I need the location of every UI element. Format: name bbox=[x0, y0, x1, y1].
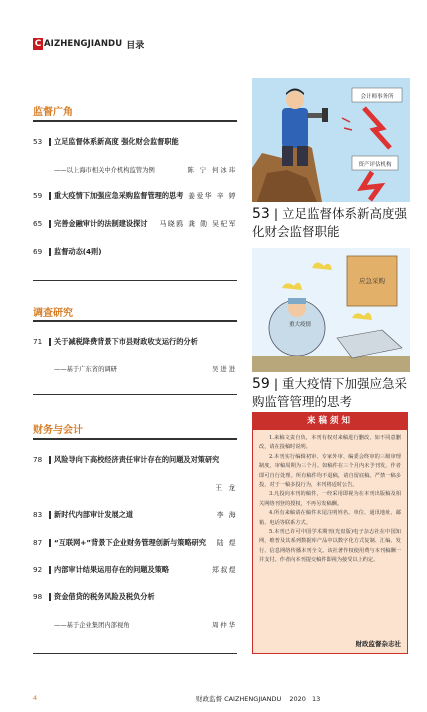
toc-author: 王 龙 bbox=[215, 484, 237, 492]
feature-caption-59[interactable]: 59 | 重大疫情下加强应急采购监管管理的思考 bbox=[252, 376, 408, 409]
toc-author: 郑叔煜 bbox=[212, 566, 237, 574]
feature-illustration-59 bbox=[252, 248, 410, 372]
illustration-label: 会计师事务所 bbox=[360, 94, 394, 100]
toc-page: 59 bbox=[33, 191, 43, 200]
notice-paragraph: 5.本刊已许可中国学术期刊(光盘版)电子杂志社在中国知网，维普及其系列数据库产品中以数字化方式复制、汇编、发行、信息网络传播本刊全文。该社著作权使用费与本刊稿酬一并支付。作者向本刊提交稿件即视为接受以上约定。 bbox=[259, 529, 401, 564]
toc-title: 完善金融审计的法制建设探讨 bbox=[54, 219, 148, 228]
footer-year: 2020 bbox=[289, 695, 306, 703]
toc-entry-98[interactable] bbox=[33, 592, 237, 602]
toc-bar bbox=[49, 192, 51, 200]
toc-entry-65[interactable] bbox=[33, 218, 237, 229]
toc-entry-69[interactable] bbox=[33, 247, 237, 257]
toc-subtitle: ——基于企业集团内部视角 bbox=[54, 622, 130, 629]
toc-entry-92[interactable] bbox=[33, 564, 237, 575]
toc-entry-53[interactable] bbox=[33, 137, 237, 147]
feature-title: 重大疫情下加强应急采购监管管理的思考 bbox=[252, 376, 408, 409]
toc-author: 吴进进 bbox=[212, 366, 237, 373]
section-divider bbox=[33, 653, 237, 654]
page-number: 4 bbox=[33, 694, 38, 702]
toc-page: 98 bbox=[33, 592, 43, 601]
toc-author: 李 海 bbox=[216, 511, 237, 519]
toc-entry-83[interactable] bbox=[33, 509, 237, 520]
toc-title: 新时代内部审计发展之道 bbox=[54, 510, 134, 519]
section-divider bbox=[33, 320, 237, 322]
notice-body bbox=[253, 430, 407, 566]
illustration-label: 应急采购 bbox=[359, 277, 385, 285]
illustration-label: 重大疫情 bbox=[288, 322, 312, 328]
toc-subtitle-row bbox=[54, 620, 237, 629]
toc-bar bbox=[49, 593, 51, 601]
toc-entry-71[interactable] bbox=[33, 337, 237, 347]
toc-bar bbox=[49, 338, 51, 346]
toc-author: 马晓鸥 龚 勋 吴杞军 bbox=[159, 220, 237, 228]
toc-author: 陈 宁 何冰玮 bbox=[187, 167, 237, 174]
toc-entry-59[interactable] bbox=[33, 190, 237, 201]
toc-title: “互联网+”背景下企业财务管理创新与策略研究 bbox=[54, 538, 207, 547]
section-title-accounting: 财务与会计 bbox=[33, 425, 83, 436]
toc-page: 87 bbox=[33, 538, 43, 547]
toc-entry-78[interactable] bbox=[33, 455, 237, 465]
notice-paragraph: 1.来稿文责自负，本刊有权对来稿进行删改，如不同意删改，请在投稿时说明。 bbox=[259, 435, 401, 451]
toc-entry-87[interactable] bbox=[33, 537, 237, 548]
section-divider bbox=[33, 120, 237, 122]
feature-caption-53[interactable]: 53 | 立足监督体系新高度强化财会监督职能 bbox=[252, 206, 408, 239]
toc-subtitle: ——以上海市相关中介机构监管为例 bbox=[54, 167, 155, 174]
illustration-label: 资产评估机构 bbox=[358, 162, 392, 168]
toc-title: 重大疫情下加强应急采购监督管理的思考 bbox=[54, 191, 184, 200]
toc-bar bbox=[49, 248, 51, 256]
toc-page: 69 bbox=[33, 247, 43, 256]
toc-page: 83 bbox=[33, 510, 43, 519]
notice-paragraph: 3.凡投向本刊的稿件，一经采用即视为在本刊出版稿及相关网络刊登的授权，不再另发稿酬。 bbox=[259, 491, 401, 507]
journal-header bbox=[33, 37, 144, 51]
toc-bar bbox=[49, 511, 51, 519]
toc-title: 关于减税降费背景下市县财政收支运行的分析 bbox=[54, 337, 198, 346]
toc-page: 53 bbox=[33, 137, 43, 146]
footer-issue: 13 bbox=[311, 695, 321, 703]
toc-title: 内部审计结果运用存在的问题及策略 bbox=[54, 565, 170, 574]
notice-paragraph: 4.所有来稿请在稿件末尾注明姓名、单位、通讯地址、邮箱、电话等联系方式。 bbox=[259, 510, 401, 526]
toc-bar bbox=[49, 456, 51, 464]
section-divider bbox=[33, 280, 237, 281]
toc-title: 立足监督体系新高度 强化财会监督职能 bbox=[54, 137, 179, 146]
feature-title: 立足监督体系新高度强化财会监督职能 bbox=[252, 206, 408, 239]
toc-title: 监督动态(4则) bbox=[54, 247, 102, 256]
toc-page: 65 bbox=[33, 219, 43, 228]
toc-title: 资金借贷的税务风险及税负分析 bbox=[54, 592, 155, 601]
footer-pub-name: 财政监督 CAIZHENGJIANDU bbox=[196, 695, 282, 703]
feature-illustration-53 bbox=[252, 78, 410, 202]
footer-publication bbox=[196, 694, 320, 703]
toc-author: 周仲华 bbox=[212, 622, 237, 629]
feature-page: 59 bbox=[252, 376, 270, 392]
toc-bar bbox=[49, 566, 51, 574]
toc-page: 71 bbox=[33, 337, 43, 346]
journal-logo: C bbox=[34, 39, 42, 49]
toc-bar bbox=[49, 220, 51, 228]
submission-notice bbox=[252, 412, 408, 654]
section-divider bbox=[33, 438, 237, 440]
notice-signature: 财政监督杂志社 bbox=[355, 640, 401, 648]
toc-author: 陆 煜 bbox=[216, 539, 237, 547]
toc-subtitle: ——基于广东省的调研 bbox=[54, 366, 117, 373]
notice-paragraph: 2.本刊实行编辑初审、专家外审、编委会终审的三级审理制度，审稿周期为三个月。如稿件在三个月内未予刊发，作者即可自行处理。所有稿件均不退稿，请自留底稿。严禁一稿多投，对于一稿多投行为，本刊将适时公告。 bbox=[259, 453, 401, 489]
toc-page: 78 bbox=[33, 455, 43, 464]
section-label: 目录 bbox=[126, 40, 145, 51]
journal-name: AIZHENGJIANDU bbox=[44, 39, 123, 49]
notice-title: 来稿须知 bbox=[253, 413, 407, 430]
toc-bar bbox=[49, 138, 51, 146]
feature-page: 53 bbox=[252, 206, 270, 222]
section-divider bbox=[33, 394, 237, 395]
toc-subtitle-row bbox=[54, 364, 237, 373]
section-title-supervision: 监督广角 bbox=[33, 107, 73, 118]
section-title-research: 调查研究 bbox=[33, 308, 73, 319]
toc-title: 风险导向下高校经济责任审计存在的问题及对策研究 bbox=[54, 455, 220, 464]
toc-page: 92 bbox=[33, 565, 43, 574]
toc-author: 姜爱华 辛 婷 bbox=[188, 192, 237, 200]
toc-subtitle-row bbox=[54, 165, 237, 174]
toc-bar bbox=[49, 539, 51, 547]
